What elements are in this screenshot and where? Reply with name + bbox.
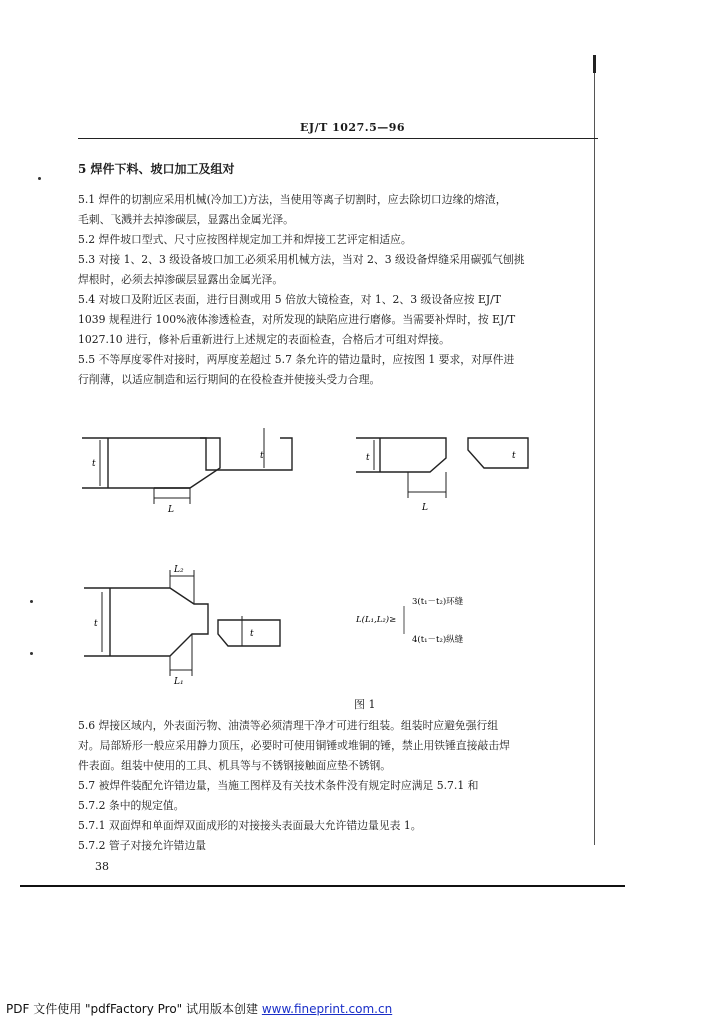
page-number: 38 [95,860,109,873]
para-5-3-line-2: 焊根时，必须去掉渗碳层显露出金属光泽。 [78,273,284,286]
figure-1-diagram [70,420,590,705]
header-rule [78,138,598,139]
footer-link[interactable]: www.fineprint.com.cn [261,1002,393,1016]
formula-lhs: L(L₁,L₂)≥ [356,615,397,625]
formula-long-weld: 4(t₁－t₂)纵缝 [412,635,464,645]
para-5-6-line-2: 对。局部矫形一般应采用静力顶压，必要时可使用铜锤或堆铜的锤，禁止用铁锤直接敲击焊 [78,739,510,752]
margin-dot [38,177,41,180]
pdf-footer [6,1000,392,1017]
margin-dot [30,600,33,603]
para-5-6-line-1: 5.6 焊接区域内，外表面污物、油渍等必须清理干净才可进行组装。组装时应避免强行组 [78,719,499,732]
label-L: L [168,505,174,515]
section-title: 5 焊件下料、坡口加工及组对 [78,162,235,176]
para-5-1-line-1: 5.1 焊件的切割应采用机械(冷加工)方法，当使用等离子切割时，应去除切口边缘的熔渣， [78,193,507,206]
para-5-4-line-3: 1027.10 进行，修补后重新进行上述规定的表面检查，合格后才可组对焊接。 [78,333,450,346]
label-L1: L₁ [174,677,184,687]
label-t: t [92,459,96,469]
label-t: t [366,453,370,463]
label-L2: L₂ [174,565,184,575]
diagram-a [82,428,292,504]
paragraph-block-bottom [78,716,596,856]
para-5-7-line-1: 5.7 被焊件装配允许错边量，当施工图样及有关技术条件没有规定时应满足 5.7.1 和 [78,779,479,792]
label-t: t [250,629,254,639]
formula-circ-weld: 3(t₁－t₂)环缝 [412,597,464,607]
para-5-6-line-3: 件表面。组装中使用的工具、机具等与不锈钢接触面应垫不锈钢。 [78,759,392,772]
diagram-c [84,570,280,676]
para-5-2-line-1: 5.2 焊件坡口型式、尺寸应按图样规定加工并和焊接工艺评定相适应。 [78,233,412,246]
para-5-1-line-2: 毛刺、飞溅并去掉渗碳层，显露出金属光泽。 [78,213,294,226]
footer-rule [20,885,625,887]
para-5-7-1-line-1: 5.7.1 双面焊和单面焊双面成形的对接接头表面最大允许错边量见表 1。 [78,819,422,832]
label-L: L [422,503,428,513]
diagram-b [356,438,528,498]
para-5-4-line-2: 1039 规程进行 100%液体渗透检查，对所发现的缺陷应进行磨修。当需要补焊时，按 EJ/T [78,313,516,326]
page-edge-mark [593,55,596,73]
paragraph-block-top [78,190,596,390]
para-5-4-line-1: 5.4 对坡口及附近区表面，进行目测或用 5 倍放大镜检查，对 1、2、3 级设备应按 EJ/T [78,293,501,306]
para-5-5-line-2: 行削薄，以适应制造和运行期间的在役检查并使接头受力合理。 [78,373,381,386]
label-t: t [94,619,98,629]
label-t: t [512,451,516,461]
figure-caption: 图 1 [354,698,376,711]
label-t: t [260,451,264,461]
para-5-7-2-line-1: 5.7.2 管子对接允许错边量 [78,839,207,852]
footer-text: PDF 文件使用 "pdfFactory Pro" 试用版本创建 [6,1002,259,1016]
para-5-3-line-1: 5.3 对接 1、2、3 级设备坡口加工必须采用机械方法，当对 2、3 级设备焊缝采用碳弧气刨挑 [78,253,525,266]
para-5-5-line-1: 5.5 不等厚度零件对接时，两厚度差超过 5.7 条允许的错边量时，应按图 1 要求，对厚件进 [78,353,515,366]
para-5-7-line-2: 5.7.2 条中的规定值。 [78,799,185,812]
margin-dot [30,652,33,655]
doc-code-header: EJ/T 1027.5—96 [300,121,406,134]
